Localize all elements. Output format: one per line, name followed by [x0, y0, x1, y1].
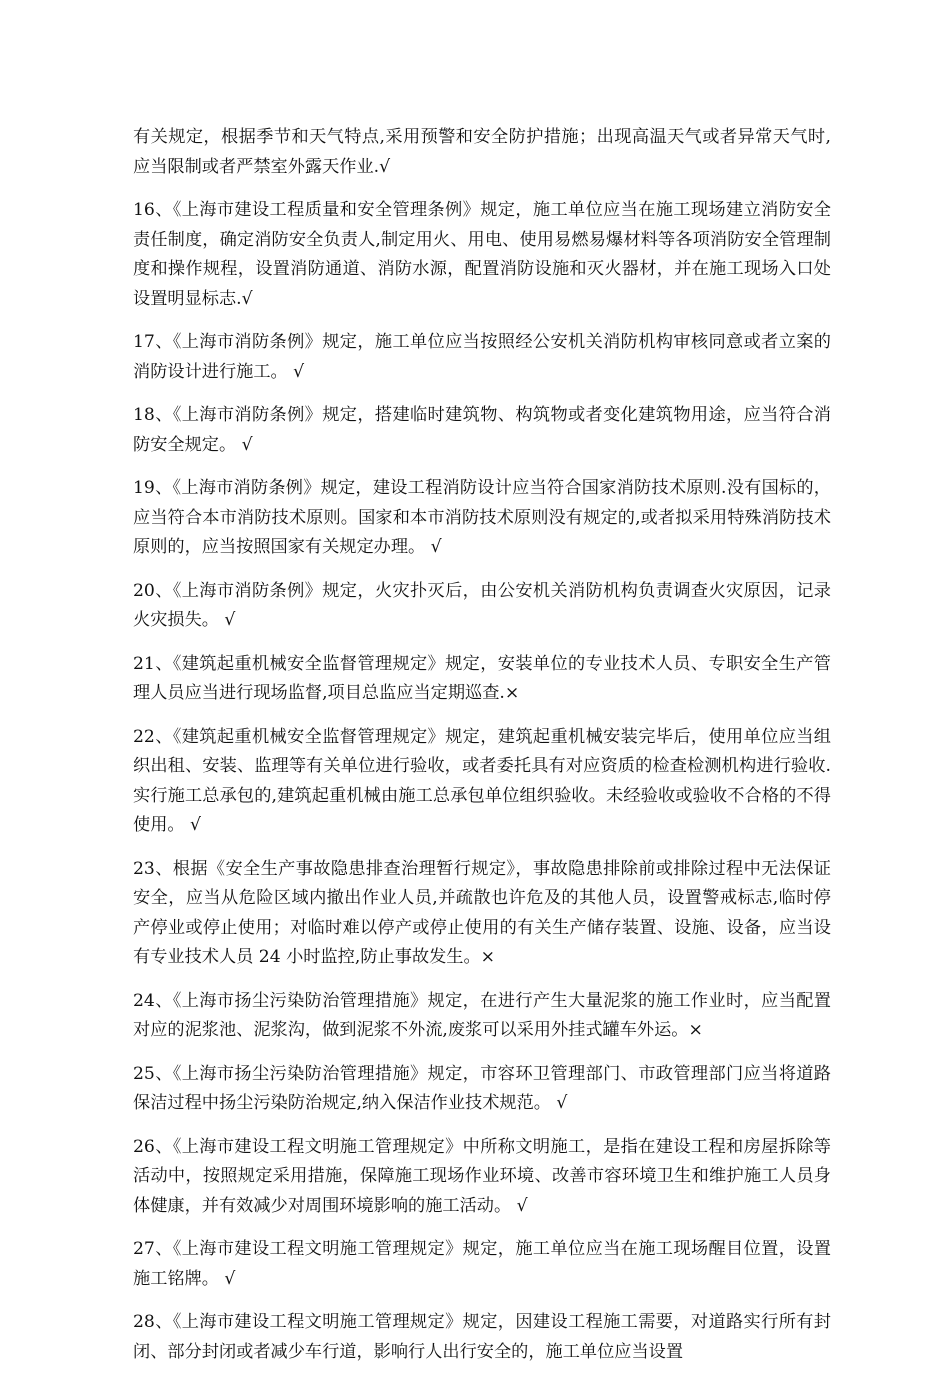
question-27: 27、《上海市建设工程文明施工管理规定》规定，施工单位应当在施工现场醒目位置，设置施工铭牌。 √	[133, 1239, 831, 1289]
question-20: 20、《上海市消防条例》规定，火灾扑灭后，由公安机关消防机构负责调查火灾原因，记录火灾损失。 √	[133, 580, 831, 630]
question-17: 17、《上海市消防条例》规定，施工单位应当按照经公安机关消防机构审核同意或者立案的消防设计进行施工。 √	[133, 332, 831, 382]
question-23: 23、根据《安全生产事故隐患排查治理暂行规定》，事故隐患排除前或排除过程中无法保证安全，应当从危险区域内撤出作业人员,并疏散也许危及的其他人员，设置警戒标志,临时停产停业或停止使用；对临时难以停产或停止使用的有关生产储存装置、设施、设备，应当设有专业技术人员 24 小时监控,防止事故发生。×	[133, 858, 831, 967]
question-25: 25、《上海市扬尘污染防治管理措施》规定，市容环卫管理部门、市政管理部门应当将道路保洁过程中扬尘污染防治规定,纳入保洁作业技术规范。 √	[133, 1063, 831, 1113]
question-18: 18、《上海市消防条例》规定，搭建临时建筑物、构筑物或者变化建筑物用途，应当符合消防安全规定。 √	[133, 405, 831, 455]
document-body	[133, 123, 831, 1381]
question-16: 16、《上海市建设工程质量和安全管理条例》规定，施工单位应当在施工现场建立消防安全责任制度，确定消防安全负责人,制定用火、用电、使用易燃易爆材料等各项消防安全管理制度和操作规程，设置消防通道、消防水源，配置消防设施和灭火器材，并在施工现场入口处设置明显标志.√	[133, 200, 831, 309]
question-22: 22、《建筑起重机械安全监督管理规定》规定，建筑起重机械安装完毕后，使用单位应当组织出租、安装、监理等有关单位进行验收，或者委托具有对应资质的检查检测机构进行验收.实行施工总承包的,建筑起重机械由施工总承包单位组织验收。未经验收或验收不合格的不得使用。 √	[133, 726, 831, 835]
question-28: 28、《上海市建设工程文明施工管理规定》规定，因建设工程施工需要，对道路实行所有封闭、部分封闭或者减少车行道，影响行人出行安全的，施工单位应当设置	[133, 1312, 831, 1362]
question-24: 24、《上海市扬尘污染防治管理措施》规定，在进行产生大量泥浆的施工作业时，应当配置对应的泥浆池、泥浆沟，做到泥浆不外流,废浆可以采用外挂式罐车外运。×	[133, 990, 831, 1040]
question-21: 21、《建筑起重机械安全监督管理规定》规定，安装单位的专业技术人员、专职安全生产管理人员应当进行现场监督,项目总监应当定期巡查.×	[133, 653, 831, 703]
question-26: 26、《上海市建设工程文明施工管理规定》中所称文明施工，是指在建设工程和房屋拆除等活动中，按照规定采用措施，保障施工现场作业环境、改善市容环境卫生和维护施工人员身体健康，并有效减少对周围环境影响的施工活动。 √	[133, 1136, 831, 1216]
question-19: 19、《上海市消防条例》规定，建设工程消防设计应当符合国家消防技术原则.没有国标的，应当符合本市消防技术原则。国家和本市消防技术原则没有规定的,或者拟采用特殊消防技术原则的，应当按照国家有关规定办理。 √	[133, 478, 831, 557]
paragraph-continuation: 有关规定，根据季节和天气特点,采用预警和安全防护措施；出现高温天气或者异常天气时,应当限制或者严禁室外露天作业.√	[133, 127, 831, 177]
